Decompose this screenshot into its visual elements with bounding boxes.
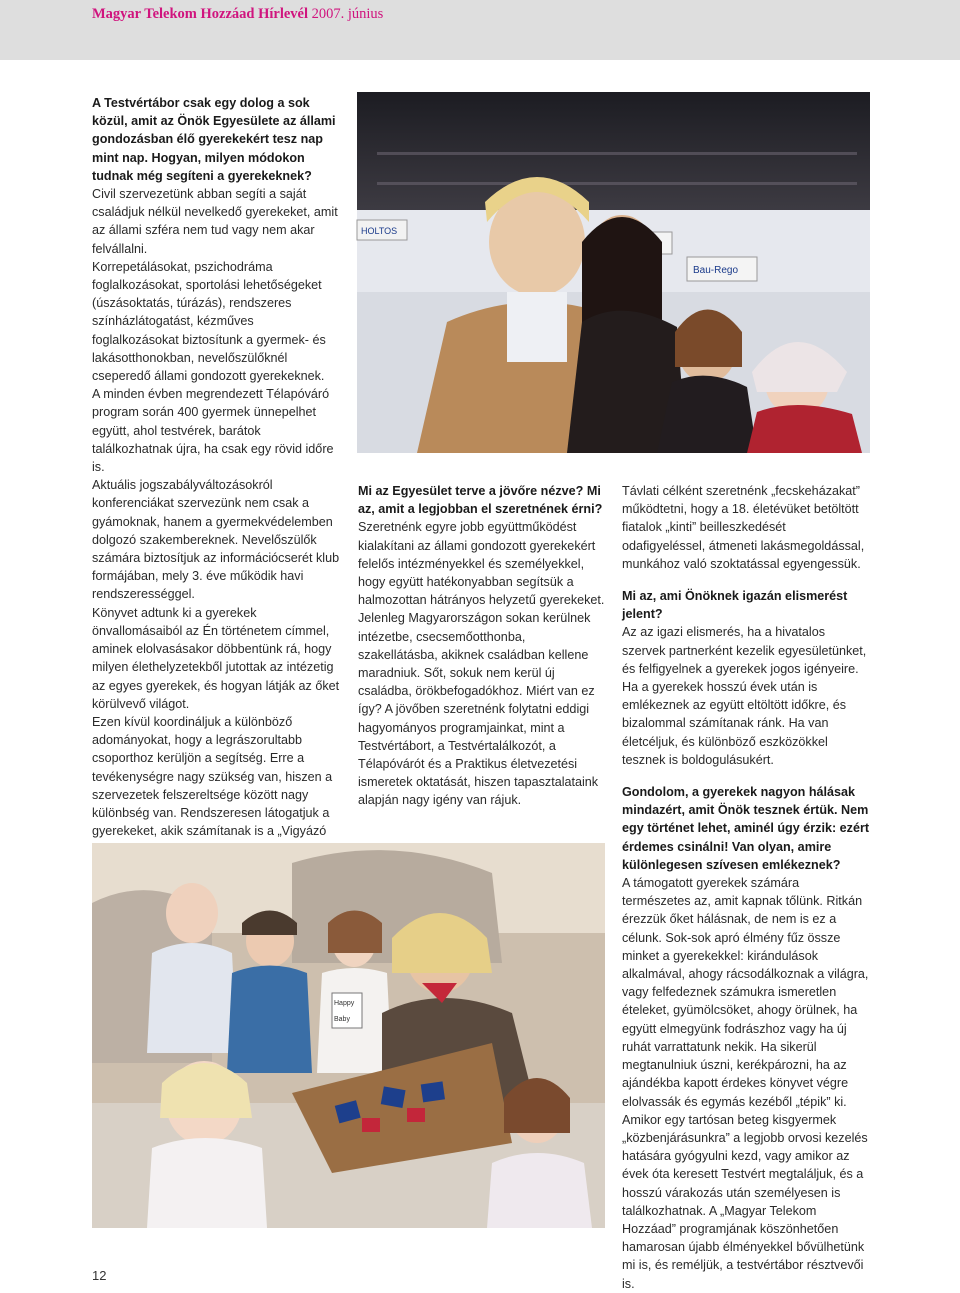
answer-text: Az az igazi elismerés, ha a hivatalos szervek partnerként kezelik egyesületünket, és felfigyelnek a gyerekek jogos igényeire. Ha a gyerekek hosszú évek után is emlékeznek az együtt eltöltött időkre, és bizalommal számítanak ránk. Ha van életcéljuk, és különböző eszközökkel tesznek is boldogulásukért. — [622, 625, 867, 767]
question-text: A Testvértábor csak egy dolog a sok közül, amit az Önök Egyesülete az állami gondozásban élő gyerekekért tesz nap mint nap. Hogyan, milyen módokon tudnak még segíteni a gyerekeknek? — [92, 96, 336, 183]
banner-text: HOLTOS — [361, 226, 398, 236]
article-column-1 — [92, 94, 342, 895]
paragraph: A minden évben megrendezett Télapóváró program során 400 gyermek ünnepelhet együtt, ahol testvérek, barátok találkozhatnak újra, ha csak egy rövid időre is. — [92, 387, 334, 475]
answer-text: A támogatott gyerekek számára természetes az, amit kapnak tőlünk. Ritkán érezzük őket hálásnak, de nem is ez a célunk. Sok-sok apró élmény fűz össze minket a gyerekekkel: kirándulások alkalmával, ahogy rácsodálkoznak a világra, vagy felfedeznek számukra ismeretlen ételeket, gyümölcsöket, ahogy örülnek, ha együtt elmegyünk fodrászhoz vagy ha új ruhát varrattatunk nekik. Ha sikerül megtanulniuk úszni, kerékpározni, ha az ajándékba kapott érdekes könyvet végre elolvassák és egymás kezéből „tépik” ki. Amikor egy tartósan beteg kisgyermek „közbenjárásunkra” a legjobb orvosi kezelés hatására gyógyulni kezd, vagy amikor az évek óta keresett Testvért megtaláljuk, és a hosszú várakozás után személyesen is találkozhatnak. A „Magyar Telekom Hozzáad” programjának köszönhetően hamarosan újabb élményekkel bővülhetünk mi is, és reméljük, a testvértábor résztvevői is. — [622, 876, 869, 1291]
newsletter-title — [92, 6, 383, 23]
banner-text: Bau-Rego — [693, 265, 739, 276]
newsletter-brand: Magyar Telekom Hozzáad Hírlevél — [92, 6, 308, 22]
paragraph: Aktuális jogszabályváltozásokról konferenciákat szervezünk nem csak a gyámoknak, hanem a gyermekvédelemben dolgozó szakembereknek. Nevelőszülők számára biztosítjuk az információcserét klub formájában, mely 3. éve működik havi rendszerességgel. — [92, 478, 340, 602]
answer-text: Szeretnénk egyre jobb együttműködést kialakítani az állami gondozott gyerekekért felelős intézményekkel és személyekkel, hogy együtt hatékonyabban segítsük a halmozottan hátrányos helyzetű gyerekeket. Jelenleg Magyarországon sokan kerülnek intézetbe, csecsemőotthonba, szakellátásba, akiknek családban kellene maradniuk. Sőt, sokuk nem kerül új családba, örökbefogadókhoz. Miért van ez így? A jövőben szeretnénk folytatni eddigi hagyományos programjainkat, mint a Testvértábort, a Testvértalálkozót, a Télapóvárót és a Praktikus életvezetési ismeretek oktatását, hiszen tapasztalataink alapján nagy igény van rájuk. — [358, 520, 605, 808]
article-column-2 — [358, 482, 608, 810]
article-column-3 — [622, 482, 870, 1293]
question-text: Mi az Egyesület terve a jövőre nézve? Mi az, amit a legjobban el szeretnének érni? — [358, 484, 603, 517]
newsletter-date: 2007. június — [311, 6, 384, 22]
paragraph: Könyvet adtunk ki a gyerekek önvallomásaiból az Én történetem címmel, aminek elolvasásakor döbbentünk rá, hogy milyen élethelyzetekből jutottak az intézetig az egyes gyerekek, és hogyan látják az őket körülvevő világot. — [92, 605, 340, 711]
page-header — [0, 0, 960, 60]
children-photo-illustration — [92, 843, 605, 1228]
paragraph: Korrepetálásokat, pszichodráma foglalkozásokat, sportolási lehetőségeket (úszásoktatás, túrázás), rendszeres színházlátogatást, kézműves foglalkozásokat biztosítunk a gyermek- és lakásotthonokban, nevelőszülőknél cseperedő állami gondozott gyerekeknek. — [92, 259, 326, 384]
shirt-label: Baby — [334, 1016, 350, 1023]
ice-rink-group-photo — [357, 92, 870, 453]
question-text: Mi az, ami Önöknek igazán elismerést jelent? — [622, 589, 848, 622]
ice-rink-photo-illustration — [357, 92, 870, 453]
paragraph: Ezen kívül koordináljuk a különböző adományokat, hogy a legrászorultabb csoporthoz kerüljön a segítség. Erre a tevékenységre nagy szükség van, hiszen a szervezetek felszereltsége között nagy különbség van. Rendszeresen látogatjuk a gyerekeket, akik számítanak is a „Vigyázó — [92, 714, 333, 839]
page-number: 12 — [92, 1268, 107, 1283]
question-text: Gondolom, a gyerekek nagyon hálásak mindazért, amit Önök tesznek értük. Nem egy történet lehet, aminél úgy érzik: ezért érdemes csinálni! Van olyan, amire különlegesen szívesen emlékeznek? — [622, 785, 870, 872]
paragraph: Távlati célként szeretnénk „fecskeházakat” működtetni, hogy a 18. életévüket betöltött fiatalok „kinti” beilleszkedését odafigyeléssel, átmeneti lakásmegoldással, munkához való szoktatással egyengessük. — [622, 484, 865, 571]
shirt-label: Happy — [334, 1000, 355, 1007]
children-with-gifts-photo — [92, 843, 605, 1228]
paragraph: Civil szervezetünk abban segíti a saját családjuk nélkül nevelkedő gyerekeket, amit az állami szféra nem tud vagy nem akar felvállalni. — [92, 187, 338, 256]
